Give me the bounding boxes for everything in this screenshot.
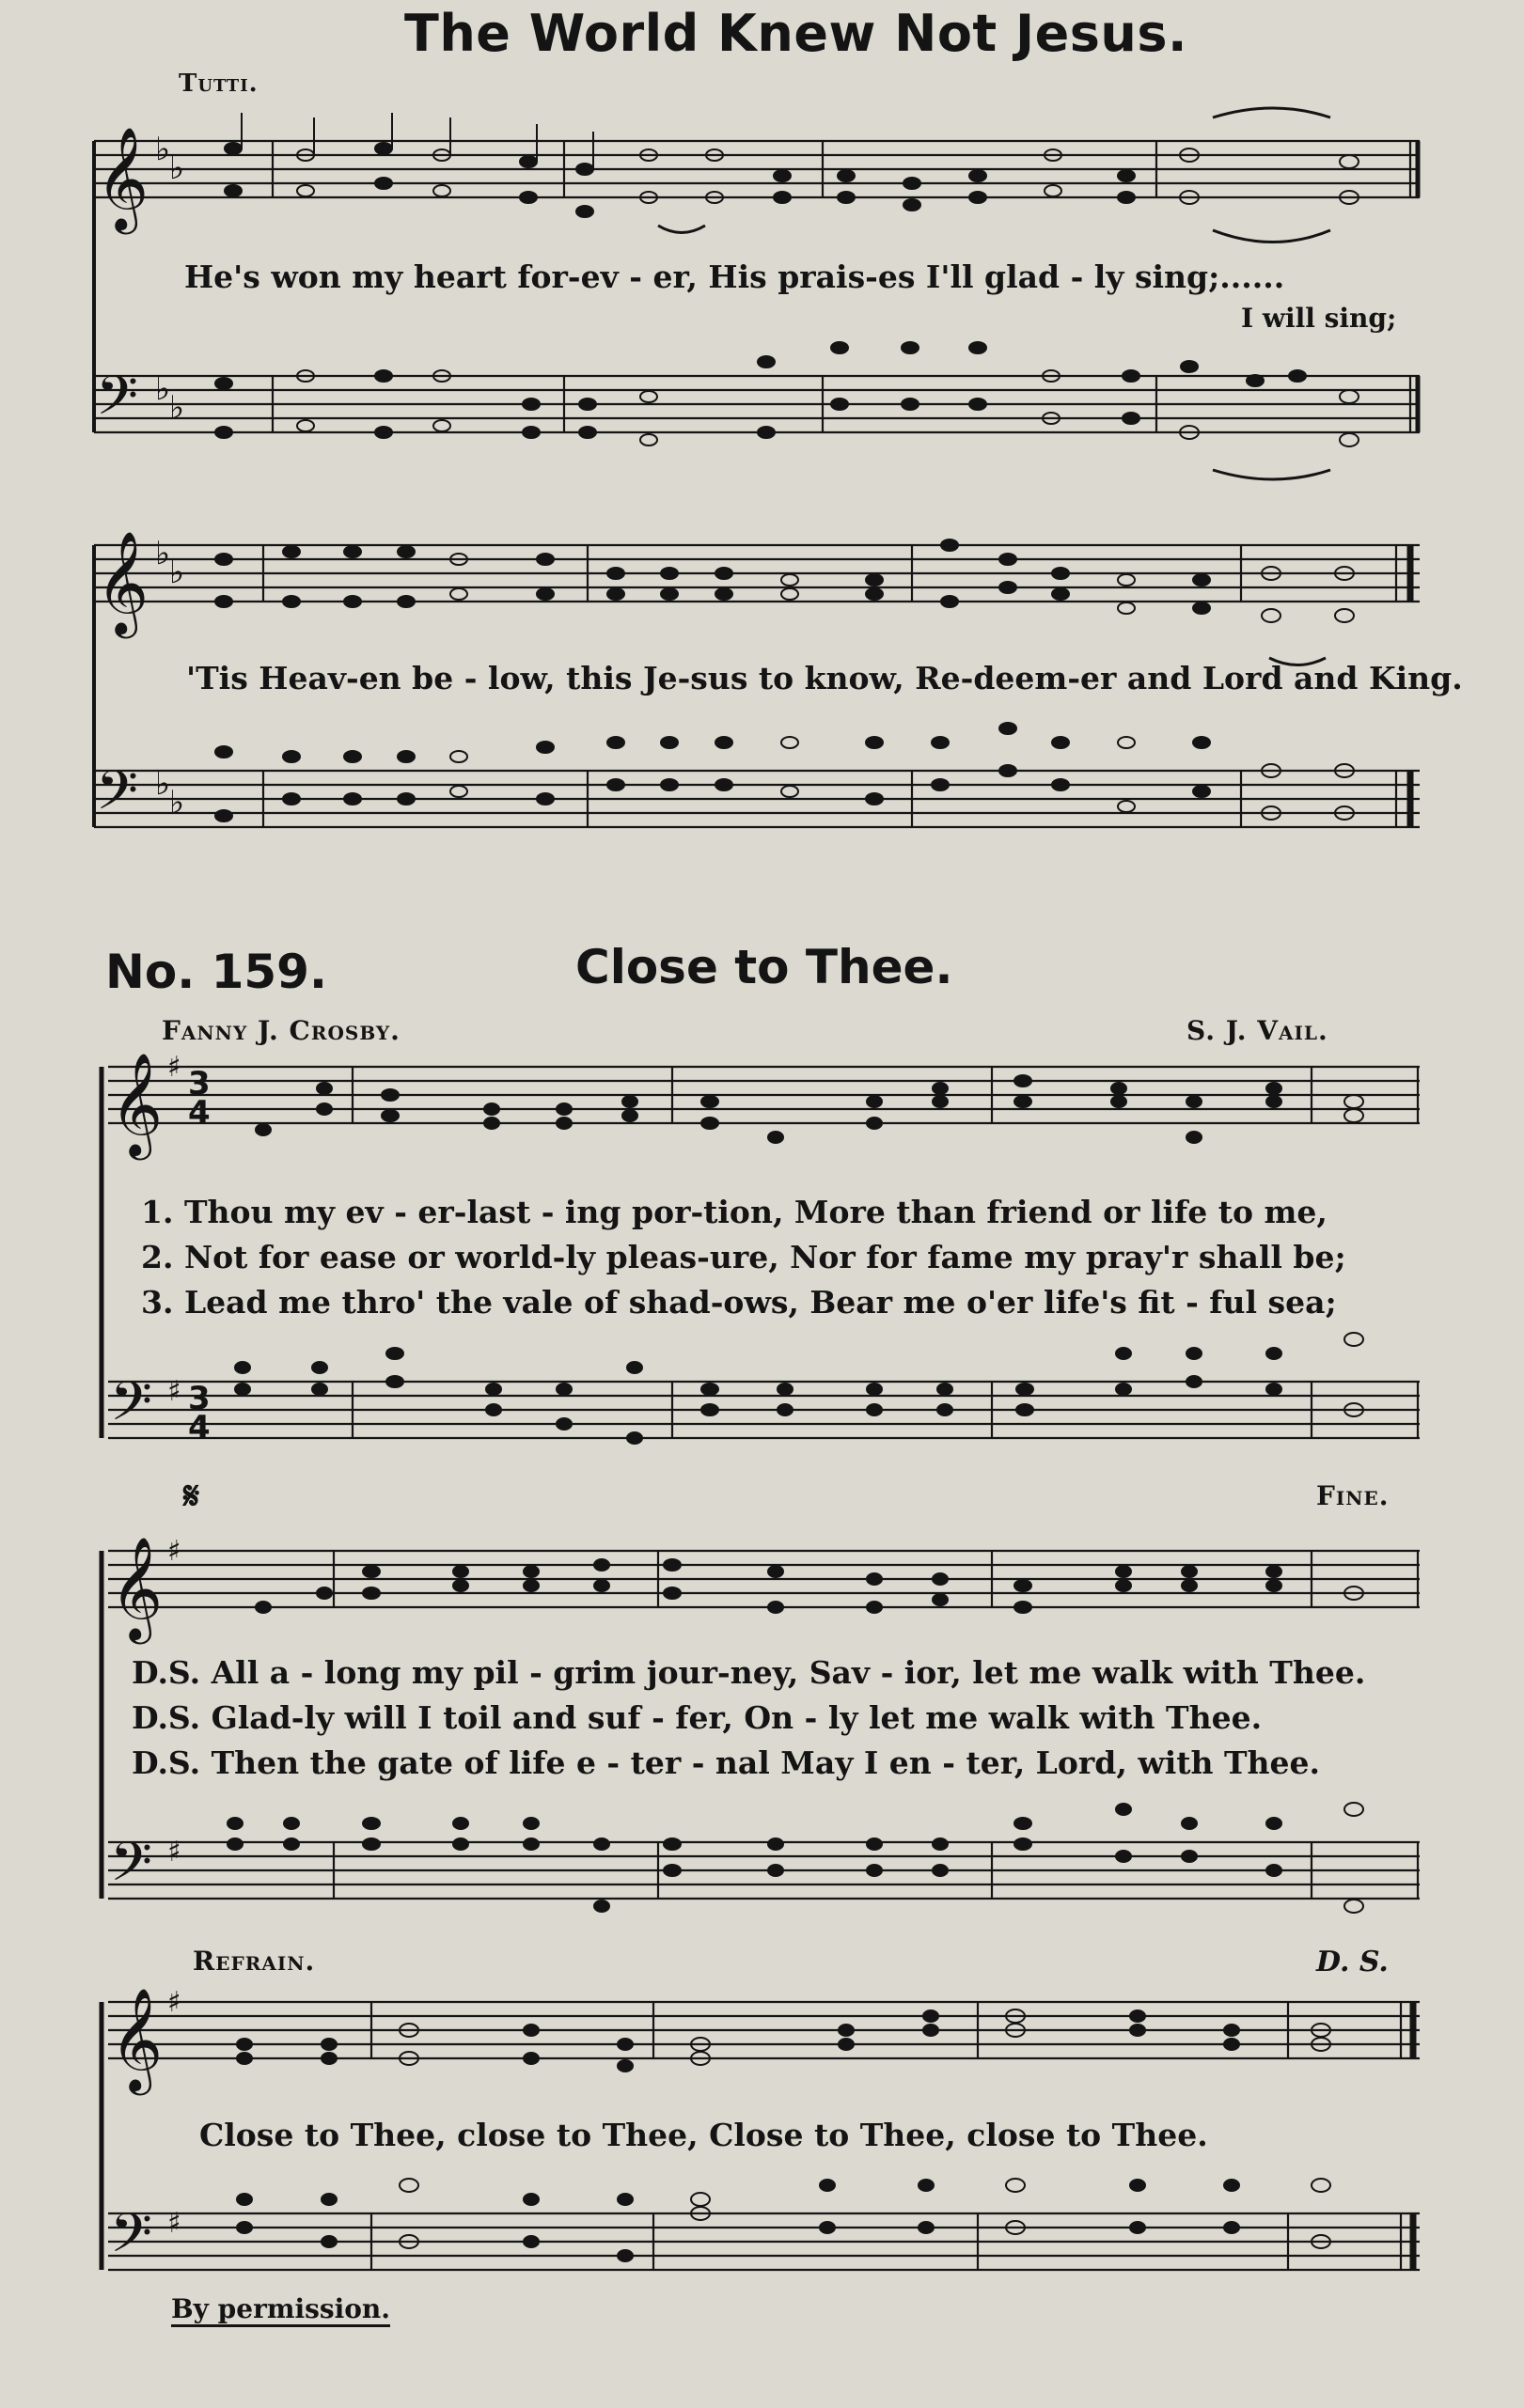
- staff-treble-1: [94, 141, 1420, 197]
- verse-line-2: 2. Not for ease or world-ly pleas-ure, Nor for fame my pray'r shall be;: [141, 1239, 1346, 1275]
- svg-text:𝄞: 𝄞: [110, 1537, 164, 1640]
- fine-label: Fine.: [1316, 1480, 1390, 1511]
- bass-clef-icon: 𝄢: [96, 364, 139, 441]
- svg-text:♭: ♭: [169, 149, 185, 187]
- svg-text:♭: ♭: [155, 131, 171, 168]
- tempo-marking: Tutti.: [179, 70, 259, 98]
- ds-line-1: D.S. All a - long my pil - grim jour-ney, Sav - ior, let me walk with Thee.: [132, 1654, 1366, 1691]
- permission-note: By permission.: [171, 2293, 390, 2327]
- svg-text:♯: ♯: [167, 1535, 181, 1568]
- svg-text:♭: ♭: [155, 370, 171, 408]
- hymn-title: Close to Thee.: [575, 940, 953, 994]
- verse-line-1: 1. Thou my ev - er-last - ing por-tion, More than friend or life to me,: [141, 1194, 1328, 1230]
- composer: S. J. Vail.: [1186, 1015, 1328, 1046]
- treble-clef-icon: 𝄞: [96, 127, 149, 230]
- ds-line-2: D.S. Glad-ly will I toil and suf - fer, On - ly let me walk with Thee.: [132, 1699, 1263, 1736]
- svg-text:♭: ♭: [169, 554, 185, 591]
- ds-label: D. S.: [1316, 1946, 1389, 1978]
- svg-text:4: 4: [188, 1409, 211, 1446]
- svg-text:♯: ♯: [167, 1051, 181, 1084]
- svg-text:𝄢: 𝄢: [110, 1830, 153, 1907]
- svg-text:♯: ♯: [167, 1836, 181, 1869]
- lyric-line: He's won my heart for-ev - er, His prais-es I'll glad - ly sing;......: [184, 258, 1285, 295]
- svg-text:♯: ♯: [167, 1986, 181, 2019]
- svg-text:♭: ♭: [169, 389, 185, 427]
- svg-text:3: 3: [188, 1065, 211, 1102]
- hymn-title: The World Knew Not Jesus.: [404, 4, 1187, 63]
- svg-text:♯: ♯: [167, 1375, 181, 1408]
- svg-text:𝄞: 𝄞: [110, 1988, 164, 2091]
- svg-text:♯: ♯: [167, 2207, 181, 2240]
- svg-text:𝄞: 𝄞: [96, 531, 149, 634]
- svg-text:𝄢: 𝄢: [110, 2201, 153, 2278]
- hymn-number: No. 159.: [105, 945, 327, 999]
- svg-text:𝄢: 𝄢: [110, 1369, 153, 1446]
- svg-text:𝄞: 𝄞: [110, 1053, 164, 1156]
- lyric-aside: I will sing;: [1241, 303, 1397, 334]
- svg-text:𝄢: 𝄢: [96, 758, 139, 836]
- lyricist: Fanny J. Crosby.: [162, 1015, 401, 1046]
- svg-text:3: 3: [188, 1380, 211, 1417]
- svg-text:4: 4: [188, 1094, 211, 1132]
- svg-text:♭: ♭: [169, 784, 185, 821]
- lyric-line: 'Tis Heav-en be - low, this Je-sus to know, Re-deem-er and Lord and King.: [186, 660, 1463, 696]
- refrain-text: Close to Thee, close to Thee, Close to Thee, close to Thee.: [199, 2117, 1208, 2153]
- svg-text:♭: ♭: [155, 765, 171, 803]
- refrain-label: Refrain.: [193, 1946, 316, 1977]
- ds-line-3: D.S. Then the gate of life e - ter - nal May I en - ter, Lord, with Thee.: [132, 1744, 1321, 1781]
- verse-line-3: 3. Lead me thro' the vale of shad-ows, Bear me o'er life's fit - ful sea;: [141, 1284, 1337, 1321]
- svg-text:♭: ♭: [155, 535, 171, 572]
- segno-icon: 𝄋: [183, 1474, 200, 1518]
